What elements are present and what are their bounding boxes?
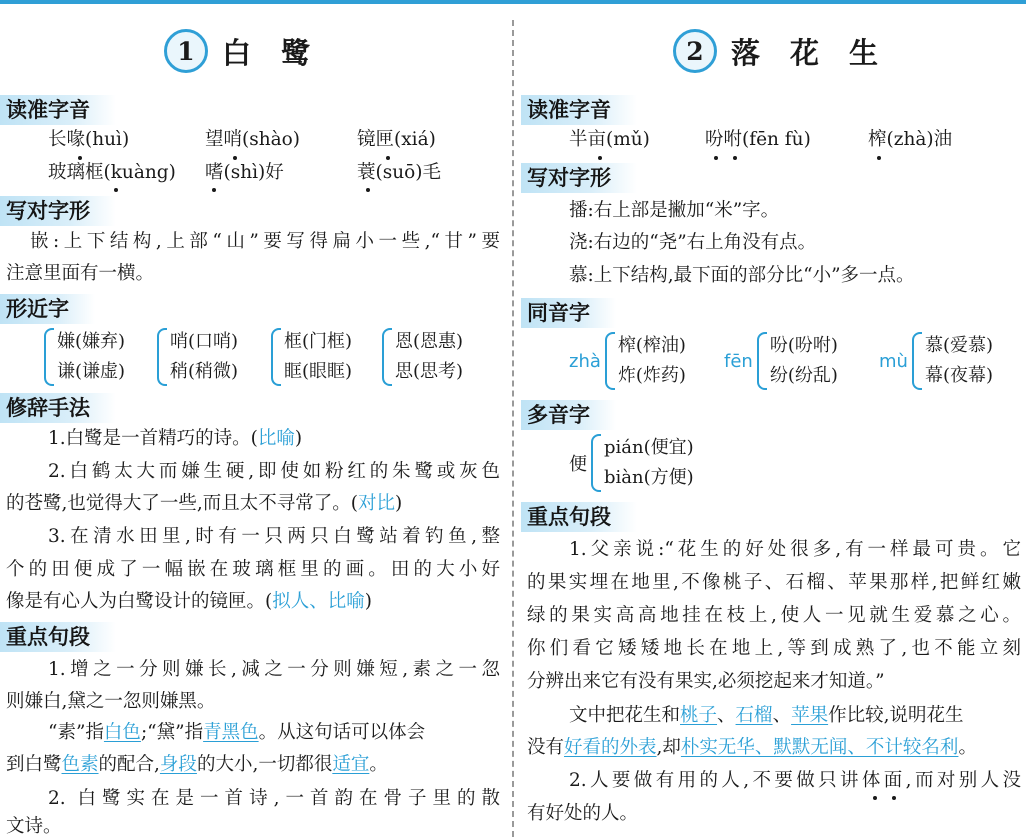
pinyin-label: zhà — [569, 350, 601, 372]
text-line: 的果实埋在地里,不像桃子、石榴、苹果那样,把鲜红嫩 — [527, 572, 1021, 593]
text-line: 浇:右边的“尧”右上角没有点。 — [569, 232, 817, 253]
pinyin-item: 望哨(shào) — [205, 129, 301, 150]
similar-group — [271, 327, 352, 387]
answer-underline: 青黑色 — [203, 722, 259, 743]
text-line: 1.增之一分则嫌长,减之一分则嫌短,素之一忽 — [48, 659, 500, 680]
similar-item: 稍(稍微) — [170, 361, 239, 382]
text-line: 到白鹭色素的配合,身段的大小,一切都很适宜。 — [6, 754, 388, 775]
similar-item: 思(思考) — [395, 361, 464, 382]
section-heading: 多音字 — [521, 400, 616, 430]
emphasis-dot — [877, 156, 881, 160]
text-line: 绿的果实高高地挂在枝上,使人一见就生爱慕之心。 — [527, 605, 1021, 626]
text-line: 播:右上部是撇加“米”字。 — [569, 200, 780, 221]
text-line: 嵌:上下结构,上部“山”要写得扁小一些,“甘”要 — [30, 231, 500, 252]
brace-icon — [44, 328, 54, 386]
emphasis-dot — [598, 156, 602, 160]
pinyin-item: 榨(zhà)油 — [868, 129, 953, 150]
section-heading: 读准字音 — [0, 95, 116, 125]
lesson-2-title — [673, 29, 908, 73]
similar-item: 哨(口哨) — [170, 331, 239, 352]
answer-underline: 桃子 — [680, 705, 718, 726]
similar-item: 恩(恩惠) — [395, 331, 464, 352]
text-line: 2.白鹤太大而嫌生硬,即使如粉红的朱鹭或灰色 — [48, 461, 500, 482]
homophone-item: 榨(榨油) — [617, 335, 686, 356]
text-line: 2.人要做有用的人,不要做只讲体面,而对别人没 — [569, 770, 1021, 791]
brace-icon — [757, 332, 767, 390]
pinyin-label: fēn — [724, 350, 753, 372]
emphasis-dot — [873, 796, 877, 800]
similar-item: 框(门框) — [284, 331, 353, 352]
text-line: 慕:上下结构,最下面的部分比“小”多一点。 — [569, 265, 915, 286]
rhetoric-tag: 比喻 — [257, 428, 295, 449]
polyphone-group — [569, 433, 694, 493]
similar-group — [157, 327, 238, 387]
text-line: 没有好看的外表,却朴实无华、默默无闻、不计较名利。 — [527, 737, 977, 758]
text-line: 3.在清水田里,时有一只两只白鹭站着钓鱼,整 — [48, 526, 500, 547]
similar-group — [382, 327, 463, 387]
emphasis-dot — [366, 188, 370, 192]
text-line: 像是有心人为白鹭设计的镜匣。(拟人、比喻) — [6, 591, 372, 612]
homophone-item: 幕(夜幕) — [924, 365, 993, 386]
text-line: 文中把花生和桃子、石榴、苹果作比较,说明花生 — [569, 705, 964, 726]
lesson-title-text: 落花生 — [731, 35, 909, 70]
text-line: 分辨出来它有没有果实,必须挖起来才知道。” — [527, 671, 885, 692]
brace-icon — [912, 332, 922, 390]
similar-group — [44, 327, 125, 387]
homophone-item: 慕(爱慕) — [924, 335, 993, 356]
answer-underline: 苹果 — [791, 705, 829, 726]
emphasis-dot — [114, 188, 118, 192]
homophone-group — [879, 331, 993, 391]
text-line: 文诗。 — [6, 816, 62, 837]
brace-icon — [605, 332, 615, 390]
pinyin-label: mù — [879, 350, 908, 372]
text-line: 1.父亲说:“花生的好处很多,有一样最可贵。它 — [569, 539, 1021, 560]
text-line: 有好处的人。 — [527, 803, 639, 824]
homophone-group — [724, 331, 838, 391]
pinyin-item: 吩咐(fēn fù) — [705, 129, 811, 150]
section-heading: 同音字 — [521, 298, 616, 328]
pinyin-item: 玻璃框(kuàng) — [48, 162, 176, 183]
text-line: 注意里面有一横。 — [6, 263, 155, 284]
lesson-2-column — [521, 0, 1026, 837]
emphasis-dot — [892, 796, 896, 800]
section-heading: 写对字形 — [0, 196, 116, 226]
section-heading: 写对字形 — [521, 163, 637, 193]
section-heading: 重点句段 — [521, 502, 637, 532]
answer-underline: 色素 — [61, 754, 99, 775]
emphasis-dot — [386, 156, 390, 160]
column-divider — [512, 20, 514, 837]
polyphone-item: pián(便宜) — [604, 437, 694, 458]
emphasis-dot — [233, 156, 237, 160]
lesson-1-title — [164, 29, 340, 73]
brace-icon — [271, 328, 281, 386]
polyphone-char: 便 — [569, 454, 587, 475]
text-line: 则嫌白,黛之一忽则嫌黑。 — [6, 691, 216, 712]
brace-icon — [382, 328, 392, 386]
similar-item: 眶(眼眶) — [284, 361, 353, 382]
rhetoric-tag: 拟人、比喻 — [272, 591, 365, 612]
section-heading: 修辞手法 — [0, 393, 116, 423]
emphasis-dot — [733, 156, 737, 160]
answer-underline: 石榴 — [735, 705, 773, 726]
similar-item: 谦(谦虚) — [57, 361, 126, 382]
answer-underline: 身段 — [159, 754, 197, 775]
section-heading: 重点句段 — [0, 622, 116, 652]
similar-item: 嫌(嫌弃) — [57, 331, 126, 352]
lesson-number-badge: 2 — [673, 29, 717, 73]
lesson-1-column — [0, 0, 507, 837]
text-line: 的苍鹭,也觉得大了一些,而且太不寻常了。(对比) — [6, 493, 403, 514]
polyphone-item: biàn(方便) — [604, 467, 694, 488]
section-heading: 读准字音 — [521, 95, 637, 125]
text-line: 个的田便成了一幅嵌在玻璃框里的画。田的大小好 — [6, 559, 500, 580]
pinyin-item: 半亩(mǔ) — [569, 129, 650, 150]
answer-underline: 白色 — [103, 722, 141, 743]
emphasis-dot — [212, 188, 216, 192]
brace-icon — [591, 434, 601, 492]
answer-underline: 好看的外表 — [564, 737, 657, 758]
pinyin-item: 长喙(huì) — [48, 129, 130, 150]
lesson-number-badge: 1 — [164, 29, 208, 73]
section-heading: 形近字 — [0, 294, 95, 324]
emphasis-dot — [714, 156, 718, 160]
answer-underline: 适宜 — [332, 754, 370, 775]
rhetoric-tag: 对比 — [357, 493, 395, 514]
text-line: 2. 白鹭实在是一首诗,一首韵在骨子里的散 — [48, 788, 500, 809]
answer-underline: 朴实无华、默默无闻、不计较名利 — [680, 737, 959, 758]
pinyin-item: 嗜(shì)好 — [205, 162, 284, 183]
brace-icon — [157, 328, 167, 386]
homophone-group — [569, 331, 686, 391]
pinyin-item: 蓑(suō)毛 — [357, 162, 441, 183]
text-line: 你们看它矮矮地长在地上,等到成熟了,也不能立刻 — [527, 638, 1021, 659]
homophone-item: 炸(炸药) — [617, 365, 686, 386]
homophone-item: 纷(纷乱) — [769, 365, 838, 386]
homophone-item: 吩(吩咐) — [769, 335, 838, 356]
text-line: “素”指白色;“黛”指青黑色。从这句话可以体会 — [48, 722, 426, 743]
text-line: 1.白鹭是一首精巧的诗。(比喻) — [48, 428, 303, 449]
lesson-title-text: 白鹭 — [222, 35, 341, 70]
emphasis-dot — [78, 156, 82, 160]
pinyin-item: 镜匣(xiá) — [357, 129, 436, 150]
